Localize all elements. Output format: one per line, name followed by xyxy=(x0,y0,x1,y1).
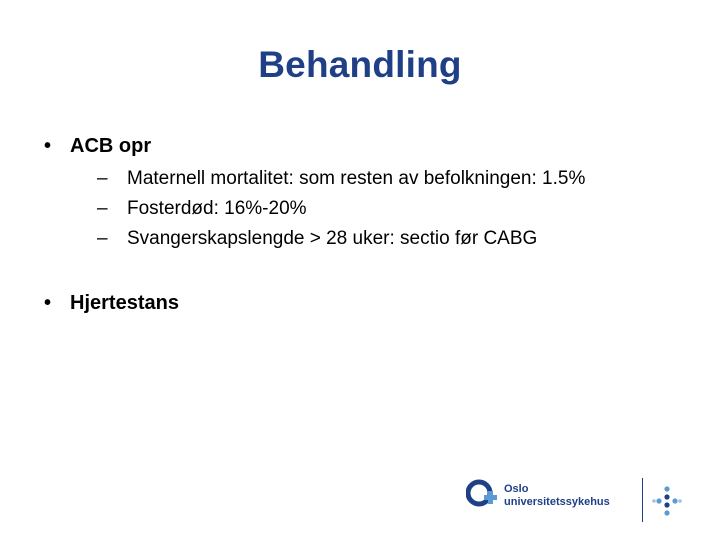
logo-text xyxy=(504,483,610,509)
cross-logo-icon xyxy=(466,478,498,512)
sub-item-text: Fosterdød: 16%-20% xyxy=(127,198,307,219)
sub-marker: – xyxy=(97,228,108,249)
logo-line-1: Oslo xyxy=(504,483,529,495)
sub-item-text: Maternell mortalitet: som resten av befolkningen: 1.5% xyxy=(127,168,586,189)
slide-title: Behandling xyxy=(258,44,462,85)
sub-item xyxy=(70,164,704,194)
sub-item xyxy=(70,224,704,254)
dot-cross-icon xyxy=(652,486,682,516)
bullet-marker: • xyxy=(44,135,52,157)
bullet-item xyxy=(44,132,704,254)
sub-item xyxy=(70,194,704,224)
bullet-text: Hjertestans xyxy=(70,292,179,314)
bullet-item xyxy=(44,289,704,317)
sub-item-text: Svangerskapslengde > 28 uker: sectio før CABG xyxy=(127,228,538,249)
bullet-marker: • xyxy=(44,292,52,314)
sub-marker: – xyxy=(97,198,108,219)
bullet-text: ACB opr xyxy=(70,135,152,157)
hospital-logo xyxy=(466,478,696,522)
bullet-list xyxy=(44,132,704,317)
sub-marker: – xyxy=(97,168,108,189)
sub-list xyxy=(70,164,704,254)
logo-divider xyxy=(642,478,643,522)
logo-line-2: universitetssykehus xyxy=(504,496,610,508)
